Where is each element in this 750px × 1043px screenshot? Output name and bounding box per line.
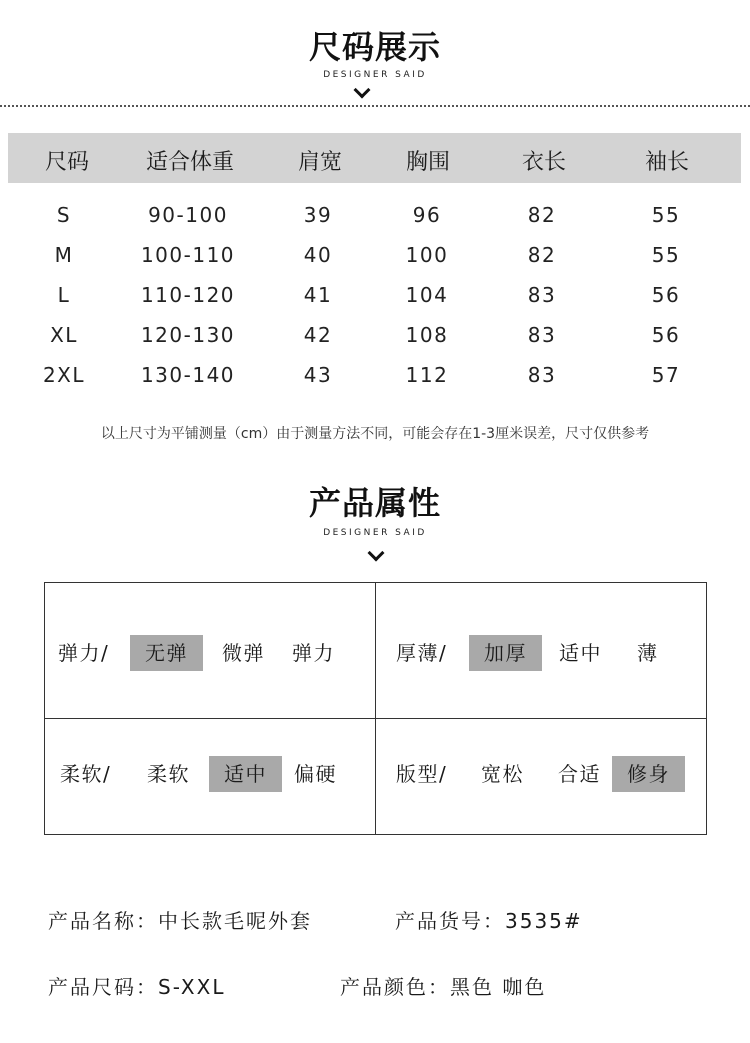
size-section-title: 尺码展示 bbox=[308, 28, 441, 66]
attr-label-fit: 版型/ bbox=[396, 762, 448, 786]
column-header-sleeve: 袖长 bbox=[644, 150, 689, 175]
product-size-value: S-XXL bbox=[158, 975, 226, 999]
column-header-length: 衣长 bbox=[521, 150, 566, 175]
size-cell-value: 130-140 bbox=[140, 363, 236, 387]
size-cell-value: 100-110 bbox=[140, 243, 236, 267]
attr-option-selected: 加厚 bbox=[469, 635, 542, 671]
attr-label-elasticity: 弹力/ bbox=[58, 641, 110, 665]
size-cell-value: 90-100 bbox=[148, 203, 228, 227]
column-header-weight: 适合体重 bbox=[145, 150, 234, 175]
chevron-down-icon bbox=[368, 545, 385, 562]
size-cell-value: 104 bbox=[405, 283, 449, 307]
attr-option: 弹力 bbox=[292, 641, 335, 665]
size-note: 以上尺寸为平铺测量（cm）由于测量方法不同，可能会存在1-3厘米误差，尺寸仅供参考 bbox=[100, 426, 650, 442]
size-section-subtitle: DESIGNER SAID bbox=[323, 70, 427, 80]
size-cell-label: M bbox=[54, 243, 74, 267]
product-size-range bbox=[48, 971, 225, 1000]
size-cell-value: 40 bbox=[303, 243, 333, 267]
attr-option-selected: 适中 bbox=[209, 756, 282, 792]
size-cell-value: 96 bbox=[412, 203, 442, 227]
size-cell-value: 82 bbox=[527, 243, 557, 267]
size-cell-label: XL bbox=[50, 323, 78, 347]
attr-option: 适中 bbox=[559, 641, 602, 665]
chevron-down-icon bbox=[354, 82, 371, 99]
product-size-label: 产品尺码： bbox=[48, 975, 158, 999]
attr-section-title: 产品属性 bbox=[308, 484, 441, 522]
product-sku-value: 3535# bbox=[505, 909, 583, 933]
size-cell-label: 2XL bbox=[42, 363, 86, 387]
size-cell-value: 39 bbox=[303, 203, 333, 227]
grid-divider-vertical bbox=[375, 582, 376, 835]
column-header-shoulder: 肩宽 bbox=[297, 150, 342, 175]
attr-option: 柔软 bbox=[147, 762, 190, 786]
size-cell-value: 83 bbox=[527, 283, 557, 307]
grid-divider-horizontal bbox=[44, 718, 707, 719]
attr-option-selected: 无弹 bbox=[130, 635, 203, 671]
size-cell-value: 42 bbox=[303, 323, 333, 347]
size-cell-value: 83 bbox=[527, 363, 557, 387]
size-cell-value: 120-130 bbox=[140, 323, 236, 347]
size-cell-value: 55 bbox=[651, 203, 681, 227]
attr-option: 合适 bbox=[558, 762, 601, 786]
product-name-value: 中长款毛呢外套 bbox=[158, 909, 312, 933]
attr-option: 薄 bbox=[637, 641, 659, 665]
product-sku bbox=[395, 905, 583, 934]
size-cell-value: 43 bbox=[303, 363, 333, 387]
product-color-label: 产品颜色： bbox=[340, 975, 450, 999]
attr-option-selected: 修身 bbox=[612, 756, 685, 792]
section-divider bbox=[0, 105, 750, 107]
attr-option: 偏硬 bbox=[294, 762, 337, 786]
size-cell-value: 112 bbox=[405, 363, 449, 387]
size-cell-value: 56 bbox=[651, 323, 681, 347]
column-header-size: 尺码 bbox=[44, 150, 89, 175]
size-cell-value: 82 bbox=[527, 203, 557, 227]
attr-label-softness: 柔软/ bbox=[60, 762, 112, 786]
product-colors bbox=[340, 971, 546, 1000]
size-cell-value: 108 bbox=[405, 323, 449, 347]
attr-label-thickness: 厚薄/ bbox=[396, 641, 448, 665]
product-color-value: 黑色 咖色 bbox=[450, 975, 547, 999]
size-cell-value: 57 bbox=[651, 363, 681, 387]
size-cell-value: 56 bbox=[651, 283, 681, 307]
size-cell-value: 100 bbox=[405, 243, 449, 267]
size-cell-label: L bbox=[57, 283, 71, 307]
size-cell-value: 55 bbox=[651, 243, 681, 267]
size-cell-label: S bbox=[56, 203, 72, 227]
size-cell-value: 41 bbox=[303, 283, 333, 307]
product-name bbox=[48, 905, 312, 934]
attr-section-subtitle: DESIGNER SAID bbox=[323, 528, 427, 538]
column-header-chest: 胸围 bbox=[405, 150, 450, 175]
size-cell-value: 110-120 bbox=[140, 283, 236, 307]
product-name-label: 产品名称： bbox=[48, 909, 158, 933]
size-cell-value: 83 bbox=[527, 323, 557, 347]
product-sku-label: 产品货号： bbox=[395, 909, 505, 933]
attr-option: 宽松 bbox=[481, 762, 524, 786]
attr-option: 微弹 bbox=[222, 641, 265, 665]
